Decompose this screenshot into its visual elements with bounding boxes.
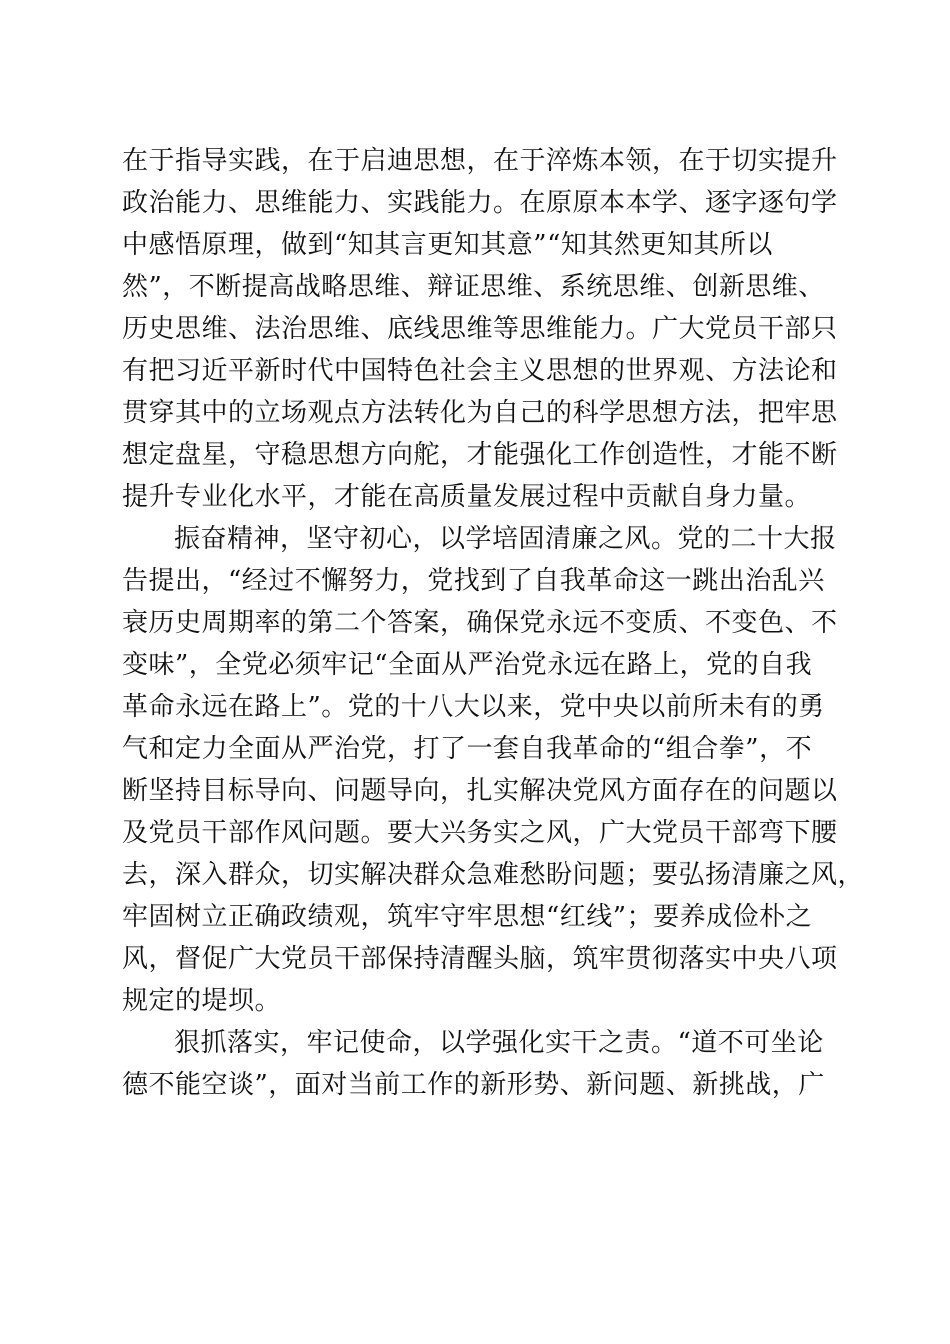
text-line: 变味”，全党必须牢记“全面从严治党永远在路上，党的自我 [122, 650, 813, 680]
text-line: 然”，不断提高战略思维、辩证思维、系统思维、创新思维、 [122, 272, 825, 302]
text-line: 告提出，“经过不懈努力，党找到了自我革命这一跳出治乱兴 [122, 566, 825, 596]
text-line: 去，深入群众，切实解决群众急难愁盼问题；要弘扬清廉之风， [122, 860, 865, 890]
text-line: 及党员干部作风问题。要大兴务实之风，广大党员干部弯下腰 [122, 818, 838, 848]
text-line: 规定的堤坝。 [122, 986, 282, 1016]
text-line: 德不能空谈”，面对当前工作的新形势、新问题、新挑战，广 [122, 1070, 825, 1100]
text-line: 衰历史周期率的第二个答案，确保党永远不变质、不变色、不 [122, 608, 838, 638]
text-line: 贯穿其中的立场观点方法转化为自己的科学思想方法，把牢思 [122, 398, 838, 428]
text-line: 气和定力全面从严治党，打了一套自我革命的“组合拳”，不 [122, 734, 813, 764]
paragraph-start-line: 狠抓落实，牢记使命，以学强化实干之责。“道不可坐论 [174, 1028, 824, 1058]
paragraph-start-line: 振奋精神，坚守初心，以学培固清廉之风。党的二十大报 [174, 524, 837, 554]
text-line: 牢固树立正确政绩观，筑牢守牢思想“红线”；要养成俭朴之 [122, 902, 813, 932]
text-line: 革命永远在路上”。党的十八大以来，党中央以前所未有的勇 [122, 692, 825, 722]
text-line: 中感悟原理，做到“知其言更知其意”“知其然更知其所以 [122, 230, 773, 260]
body-text [122, 140, 865, 1106]
text-line: 想定盘星，守稳思想方向舵，才能强化工作创造性，才能不断 [122, 440, 838, 470]
text-line: 在于指导实践，在于启迪思想，在于淬炼本领，在于切实提升 [122, 146, 838, 176]
text-line: 有把习近平新时代中国特色社会主义思想的世界观、方法论和 [122, 356, 838, 386]
text-line: 提升专业化水平，才能在高质量发展过程中贡献自身力量。 [122, 482, 812, 512]
text-line: 断坚持目标导向、问题导向，扎实解决党风方面存在的问题以 [122, 776, 838, 806]
text-line: 风，督促广大党员干部保持清醒头脑，筑牢贯彻落实中央八项 [122, 944, 838, 974]
text-line: 政治能力、思维能力、实践能力。在原原本本学、逐字逐句学 [122, 188, 838, 218]
text-line: 历史思维、法治思维、底线思维等思维能力。广大党员干部只 [122, 314, 838, 344]
